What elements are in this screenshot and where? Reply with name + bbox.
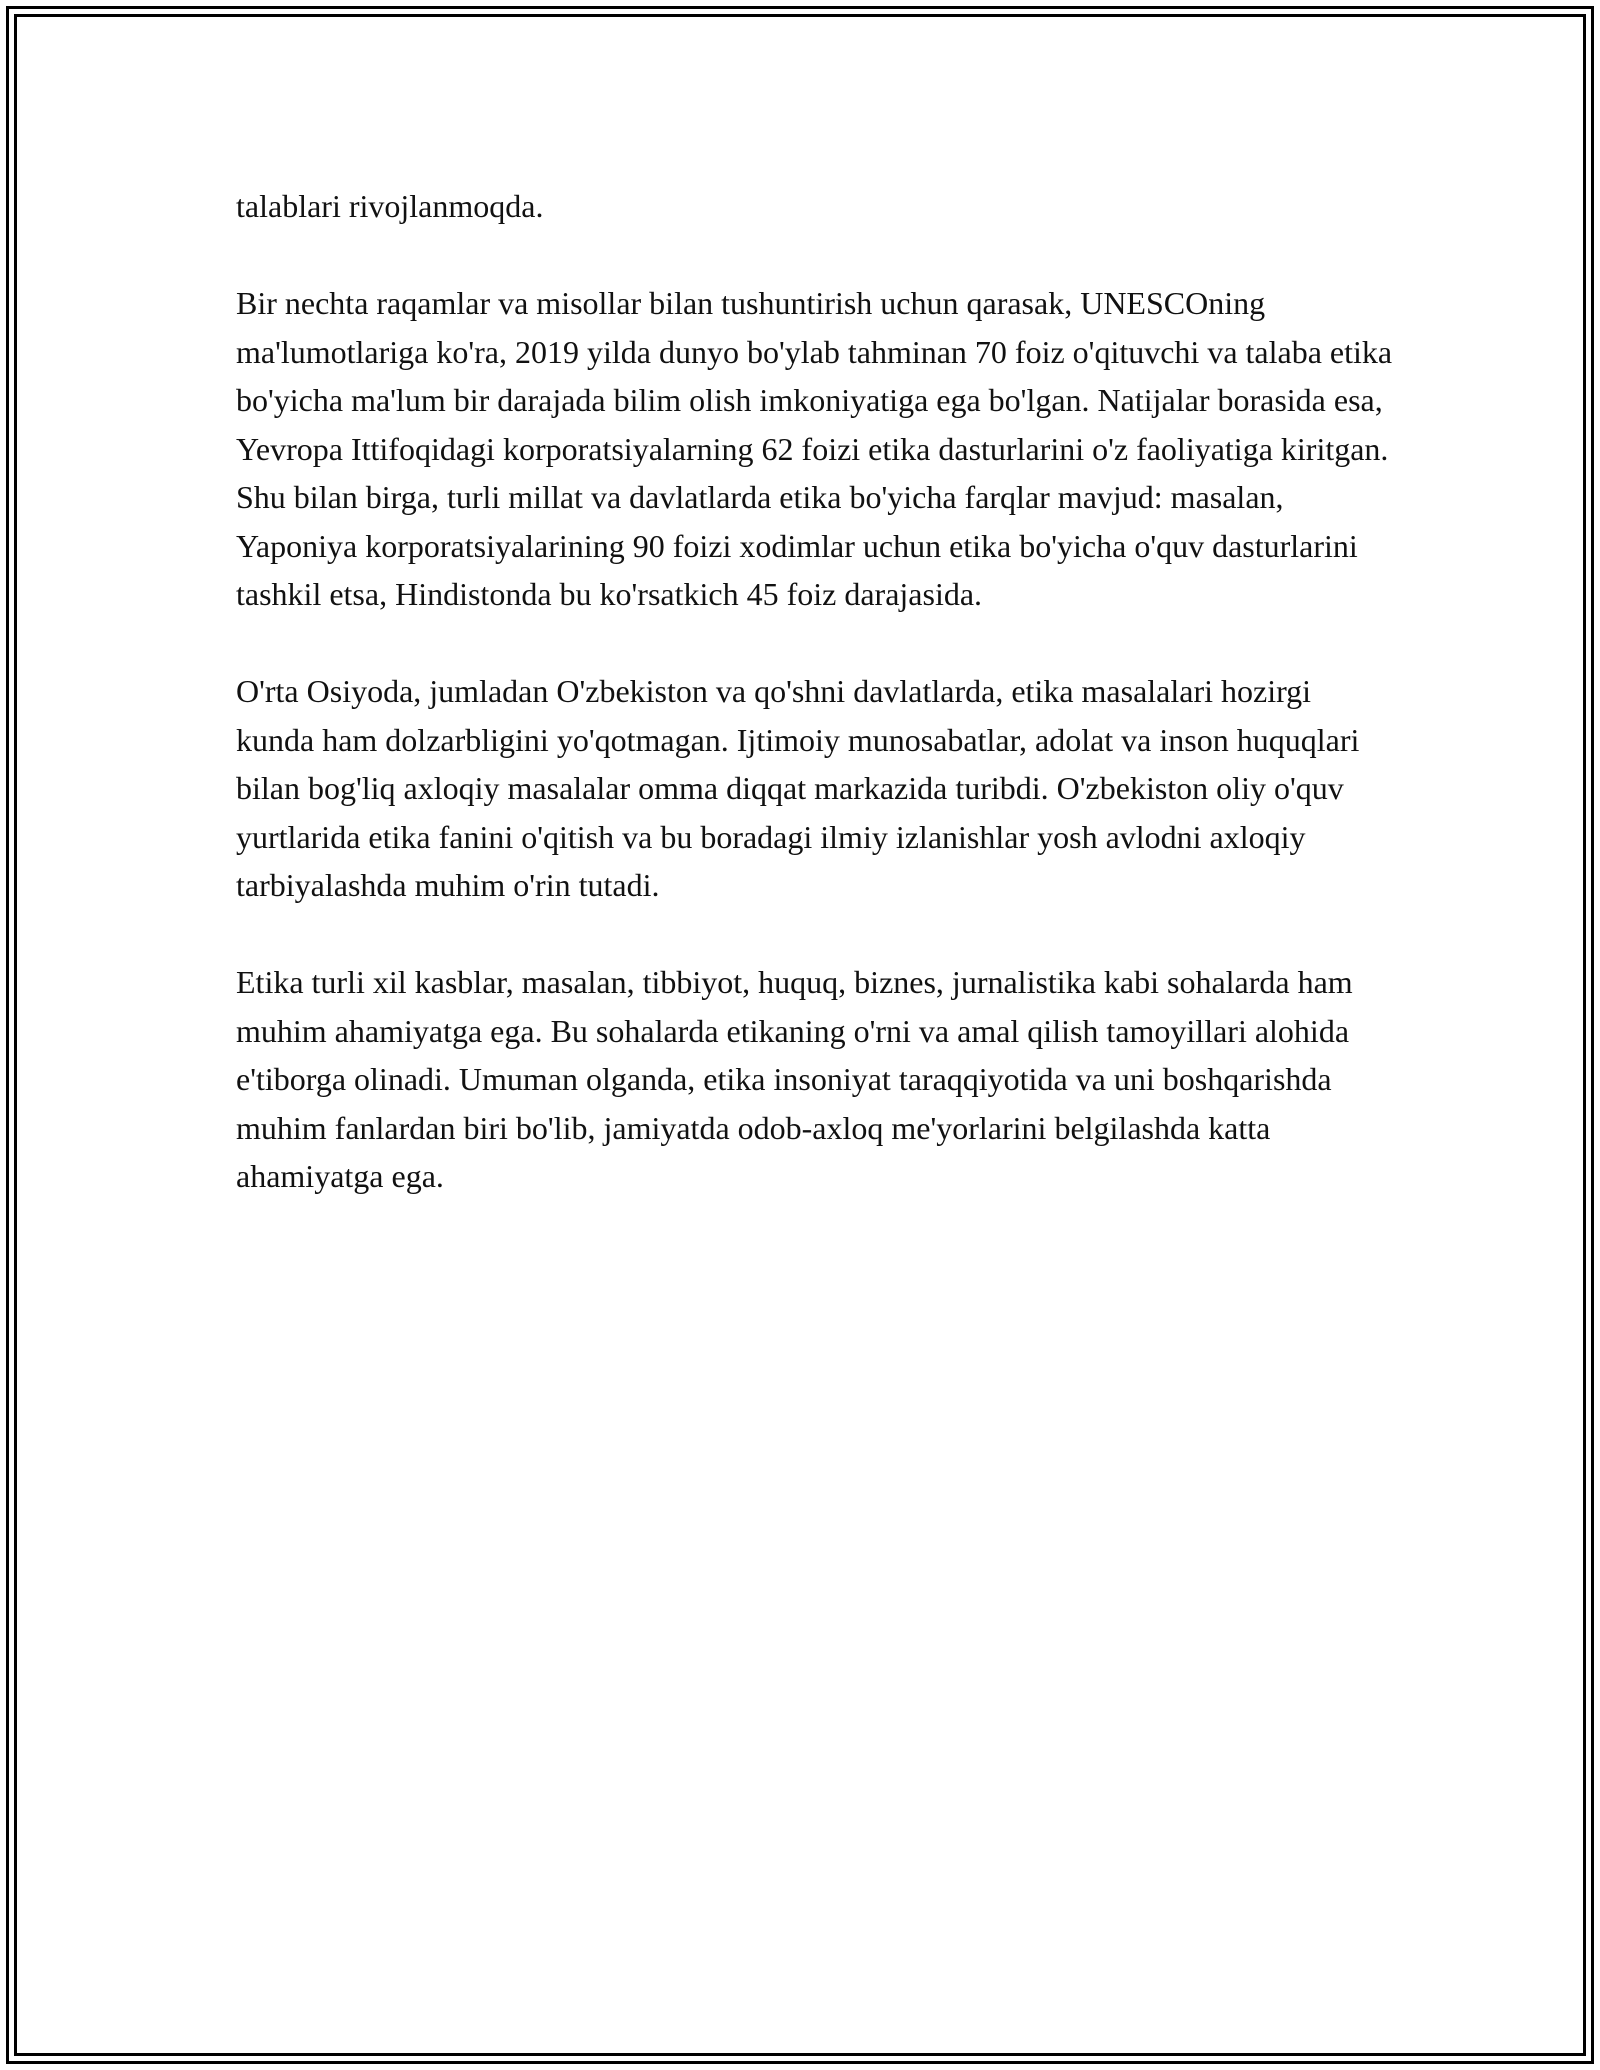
paragraph-1: talablari rivojlanmoqda. [236, 188, 544, 224]
paragraph-4: Etika turli xil kasblar, masalan, tibbiyot, huquq, biznes, jurnalistika kabi sohalarda ham muhim ahamiyatga ega. Bu sohalarda etikaning o'rni va amal qilish tamoyillari alohida e'tiborga olinadi. Umuman olganda, etika insoniyat taraqqiyotida va uni boshqarishda muhim fanlardan biri bo'lib, jamiyatda odob-axloq me'yorlarini belgilashda katta ahamiyatga ega. [236, 964, 1353, 1194]
paragraph-3: O'rta Osiyoda, jumladan O'zbekiston va qo'shni davlatlarda, etika masalalari hozirgi kunda ham dolzarbligini yo'qotmagan. Ijtimoiy munosabatlar, adolat va inson huquqlari bilan bog'liq axloqiy masalalar omma diqqat markazida turibdi. O'zbekiston oliy o'quv yurtlarida etika fanini o'qitish va bu boradagi ilmiy izlanishlar yosh avlodni axloqiy tarbiyalashda muhim o'rin tutadi. [236, 673, 1360, 903]
document-body [236, 182, 1396, 1249]
paragraph-2: Bir nechta raqamlar va misollar bilan tushuntirish uchun qarasak, UNESCOning ma'lumotlariga ko'ra, 2019 yilda dunyo bo'ylab tahminan 70 foiz o'qituvchi va talaba etika bo'yicha ma'lum bir darajada bilim olish imkoniyatiga ega bo'lgan. Natijalar borasida esa, Yevropa Ittifoqidagi korporatsiyalarning 62 foizi etika dasturlarini o'z faoliyatiga kiritgan. Shu bilan birga, turli millat va davlatlarda etika bo'yicha farqlar mavjud: masalan, Yaponiya korporatsiyalarining 90 foizi xodimlar uchun etika bo'yicha o'quv dasturlarini tashkil etsa, Hindistonda bu ko'rsatkich 45 foiz darajasida. [236, 285, 1393, 612]
